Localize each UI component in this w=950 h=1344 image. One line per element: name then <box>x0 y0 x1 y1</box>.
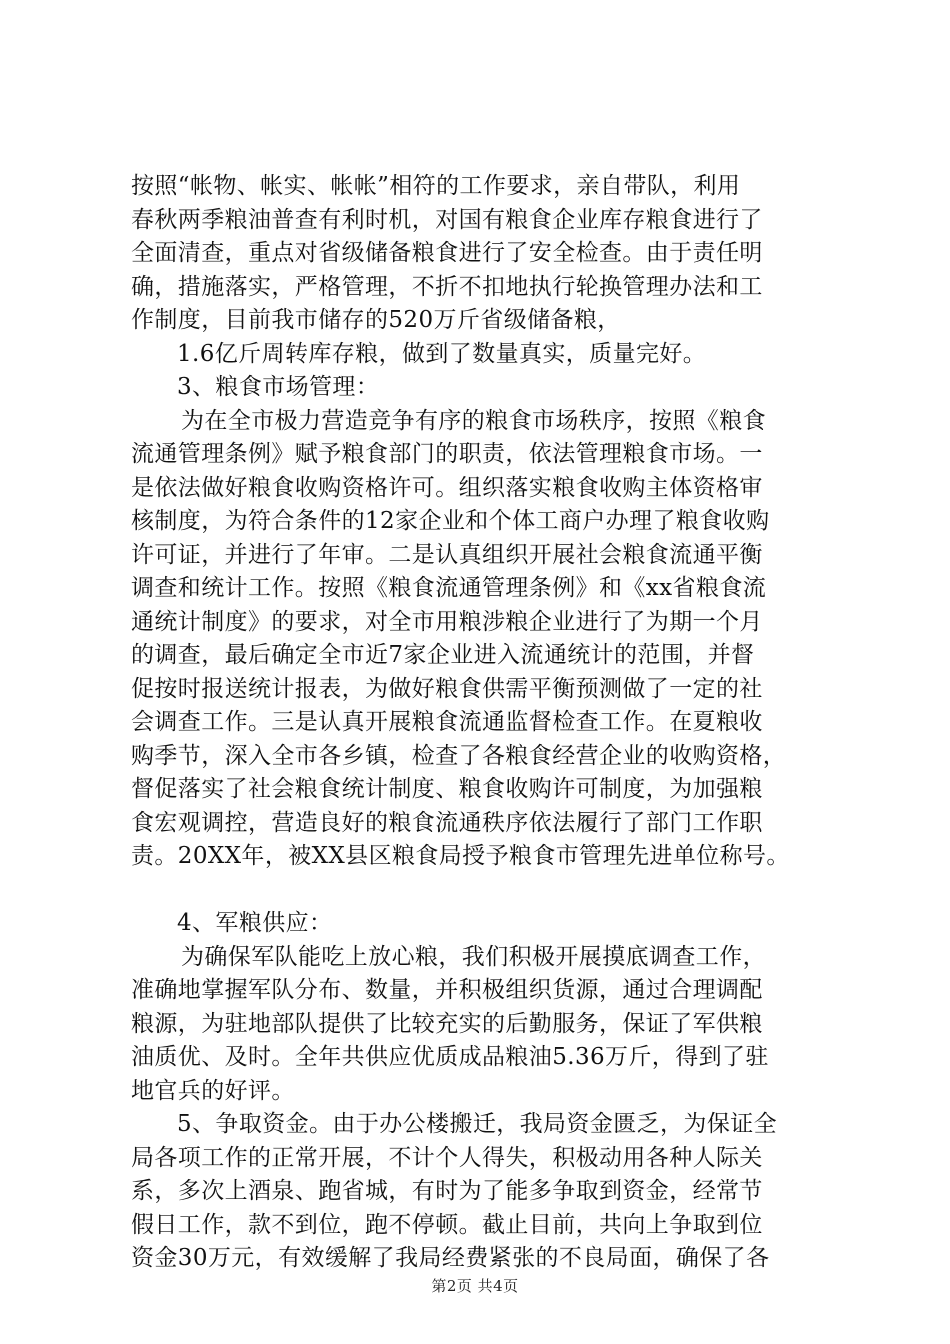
text-line: 地官兵的好评。 <box>131 1077 295 1104</box>
text-line: 购季节，深入全市各乡镇，检查了各粮食经营企业的收购资格， <box>131 742 787 769</box>
paragraph-gap <box>131 874 831 908</box>
text-line: 资金30万元，有效缓解了我局经费紧张的不良局面，确保了各 <box>131 1245 770 1271</box>
text-line: 局各项工作的正常开展，不计个人得失，积极动用各种人际关 <box>131 1144 763 1171</box>
text-line: 假日工作，款不到位，跑不停顿。截止目前，共向上争取到位 <box>131 1211 763 1238</box>
page-number-footer: 第2页 共4页 <box>431 1277 519 1295</box>
text-line: 按照“帐物、帐实、帐帐”相符的工作要求，亲自带队，利用 <box>131 173 741 199</box>
text-line: 全面清查，重点对省级储备粮食进行了安全检查。由于责任明 <box>131 240 763 266</box>
text-line: 是依法做好粮食收购资格许可。组织落实粮食收购主体资格审 <box>131 474 763 501</box>
text-line: 调查和统计工作。按照《粮食流通管理条例》和《xx省粮食流 <box>131 575 767 601</box>
text-line: 促按时报送统计报表，为做好粮食供需平衡预测做了一定的社 <box>131 675 763 702</box>
section-heading: 3、粮食市场管理： <box>177 374 380 400</box>
text-line: 油质优、及时。全年共供应优质成品粮油5.36万斤，得到了驻 <box>131 1044 769 1070</box>
text-line: 许可证，并进行了年审。二是认真组织开展社会粮食流通平衡 <box>131 541 763 568</box>
text-line: 食宏观调控，营造良好的粮食流通秩序依法履行了部门工作职 <box>131 809 763 836</box>
text-line: 系，多次上酒泉、跑省城，有时为了能多争取到资金，经常节 <box>131 1178 763 1204</box>
document-body <box>131 170 831 1276</box>
text-line: 准确地掌握军队分布、数量，并积极组织货源，通过合理调配 <box>131 977 763 1003</box>
text-line: 5、争取资金。由于办公楼搬迁，我局资金匮乏，为保证全 <box>177 1111 778 1137</box>
text-line: 为在全市极力营造竞争有序的粮食市场秩序，按照《粮食 <box>181 407 766 434</box>
text-line: 作制度，目前我市储存的520万斤省级储备粮， <box>131 307 621 333</box>
text-line: 粮源，为驻地部队提供了比较充实的后勤服务，保证了军供粮 <box>131 1010 763 1037</box>
text-line: 流通管理条例》赋予粮食部门的职责，依法管理粮食市场。一 <box>131 441 763 467</box>
text-line: 督促落实了社会粮食统计制度、粮食收购许可制度，为加强粮 <box>131 776 763 802</box>
text-line: 通统计制度》的要求，对全市用粮涉粮企业进行了为期一个月 <box>131 608 763 635</box>
text-line: 核制度，为符合条件的12家企业和个体工商户办理了粮食收购 <box>131 508 770 534</box>
text-line: 1.6亿斤周转库存粮，做到了数量真实，质量完好。 <box>177 340 707 367</box>
text-line: 会调查工作。三是认真开展粮食流通监督检查工作。在夏粮收 <box>131 709 763 735</box>
text-line: 春秋两季粮油普查有利时机，对国有粮食企业库存粮食进行了 <box>131 206 763 233</box>
text-line: 的调查，最后确定全市近7家企业进入流通统计的范围，并督 <box>131 642 755 668</box>
text-line: 确，措施落实，严格管理，不折不扣地执行轮换管理办法和工 <box>131 273 763 300</box>
text-line: 为确保军队能吃上放心粮，我们积极开展摸底调查工作， <box>181 943 766 970</box>
text-line: 责。20XX年，被XX县区粮食局授予粮食市管理先进单位称号。 <box>131 843 790 869</box>
section-heading: 4、军粮供应： <box>177 910 333 936</box>
